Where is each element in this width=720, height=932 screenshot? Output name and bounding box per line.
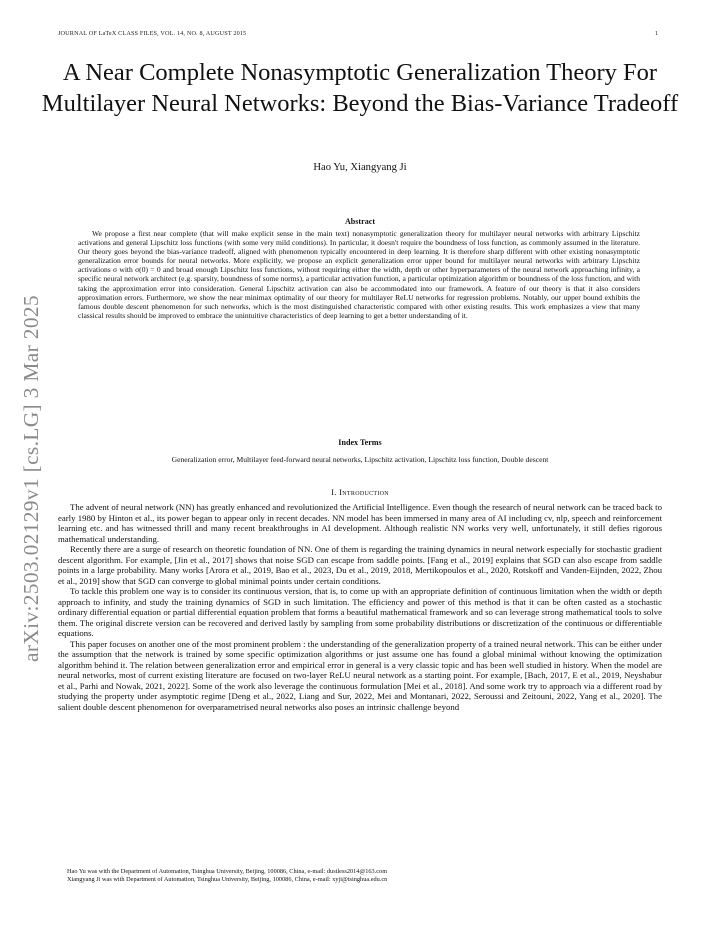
section-heading <box>0 487 720 497</box>
paper-authors: Hao Yu, Xiangyang Ji <box>313 162 407 173</box>
paragraph: To tackle this problem one way is to consider its continuous version, that is, to come up with an appropriate definition of continuous limitation when the width or depth approach to infinity, and study the training dynamics of SGD in such limitation. The efficiency and power of this method is that it can be often casted as a stochastic ordinary differential equation or partial differential equation problem that forms a beautiful mathematical framework and so can leverage strong mathematical tools to solve them. The original discrete version can be recovered and derived lastly by sampling from some probability distributions or discretization of the continuous or differentiable equations. <box>58 586 662 638</box>
arxiv-identifier-stamp: arXiv:2503.02129v1 [cs.LG] 3 Mar 2025 <box>19 295 43 662</box>
footnote: Hao Yu was with the Department of Automation, Tsinghua University, Beijing, 100086, China, e-mail: dustless2014@163.com <box>67 868 388 875</box>
footnote: Xiangyang Ji was with Department of Automation, Tsinghua University, Beijing, 100086, China, e-mail: xyji@tsinghua.edu.cn <box>67 876 388 884</box>
running-header: JOURNAL OF LaTeX CLASS FILES, VOL. 14, NO. 8, AUGUST 2015 <box>58 30 247 37</box>
paper-title: A Near Complete Nonasymptotic Generalization Theory For Multilayer Neural Networks: Beyond the Bias-Variance Tradeoff <box>41 59 679 117</box>
paragraph: Recently there are a surge of research on theoretic foundation of NN. One of them is regarding the training dynamics in neural network especially for stochastic gradient descent algorithm. For example, [Jin et al., 2017] shows that noise SGD can escape from saddle points. [Fang et al., 2019] explains that SGD can also escape from saddle points in a large probability. Many works [Arora et al., 2019, Bao et al., 2023, Du et al., 2019, 2018, Mertikopoulos et al., 2020, Rotskoff and Vanden-Eijnden, 2022, Zhou et al., 2019] show that SGD can converge to global minimal points under certain conditions. <box>58 544 662 586</box>
page-number: 1 <box>654 30 658 37</box>
index-terms-text: Generalization error, Multilayer feed-forward neural networks, Lipschitz activation, Lipschitz loss function, Double descent <box>171 455 549 464</box>
abstract-heading: Abstract <box>344 217 376 226</box>
index-terms-heading: Index Terms <box>338 438 382 447</box>
section-title: Introduction <box>339 487 389 497</box>
paragraph: The advent of neural network (NN) has greatly enhanced and revolutionized the Artificial Intelligence. Even though the research of neural network can be traced back to early 1980 by Hinton et al., its power began to appear only in recent decades. NN model has been immersed in many area of AI including cv, nlp, speech and reinforcement learning etc. and has witnessed thrill and many recent breakthroughs in AI development. Although realistic NN works very well, unfortunately, it still defies rigorous mathematical understanding. <box>58 502 662 544</box>
author-footnotes <box>58 868 662 885</box>
abstract-text: We propose a first near complete (that will make explicit sense in the main text) nonasymptotic generalization theory for multilayer neural networks with arbitrary Lipschitz activations and general Lipschitz loss functions (with some very mild conditions). In particular, it doesn't require the boundness of loss function, as commonly assumed in the literature. Our theory goes beyond the bias-variance tradeoff, aligned with phenomenon typically encountered in deep learning. It is therefore sharp different with other existing nonasymptotic generalization error bounds for neural networks. More explicitly, we propose an explicit generalization error upper bound for multilayer neural networks with arbitrary Lipschitz activations σ with σ(0) = 0 and broad enough Lipschitz loss functions, without requiring either the width, depth or other hyperparameters of the neural network approaching infinity, a specific neural network architect (e.g. sparsity, boundness of some norms), a particular activation function, a particular optimization algorithm or boundness of the loss function, and with taking the approximation error into consideration. General Lipschitz activation can also be accommodated into our framework. A feature of our theory is that it also considers approximation errors. Furthermore, we show the near minimax optimality of our theory for multilayer ReLU networks for regression problems. Notably, our upper bound exhibits the famous double descent phenomenon for such networks, which is the most distinguished characteristic compared with other existing results. This work emphasizes a view that many classical results should be improved to embrace the unintuitive characteristics of deep learning to get a better understanding of it. <box>78 229 640 320</box>
section-number: I. <box>331 487 337 497</box>
body-text <box>58 502 662 712</box>
paragraph: This paper focuses on another one of the most prominent problem : the understanding of the generalization property of a trained neural network. This can be either under the assumption that the network is trained by some specific optimization algorithms or just assume one has found a global minimal without knowing the optimization algorithm behind it. The relation between generalization error and empirical error in general is a very classic topic and has been well studied in history. When the model are neural networks, most of current existing literature are focused on two-layer ReLU neural network as a starting point. For example, [Bach, 2017, E et al., 2019, Neyshabur et al., Parhi and Nowak, 2021, 2022]. Some of the work also leverage the continuous formulation [Mei et al., 2018]. And some work try to approach via a different road by studying the property under asymptotic regime [Deng et al., 2022, Liang and Sur, 2022, Mei and Montanari, 2022, Seroussi and Zeitouni, 2022, Yang et al., 2020]. The salient double descent phenomenon for overparametrised neural networks also poses an intrinsic challenge beyond <box>58 638 662 712</box>
